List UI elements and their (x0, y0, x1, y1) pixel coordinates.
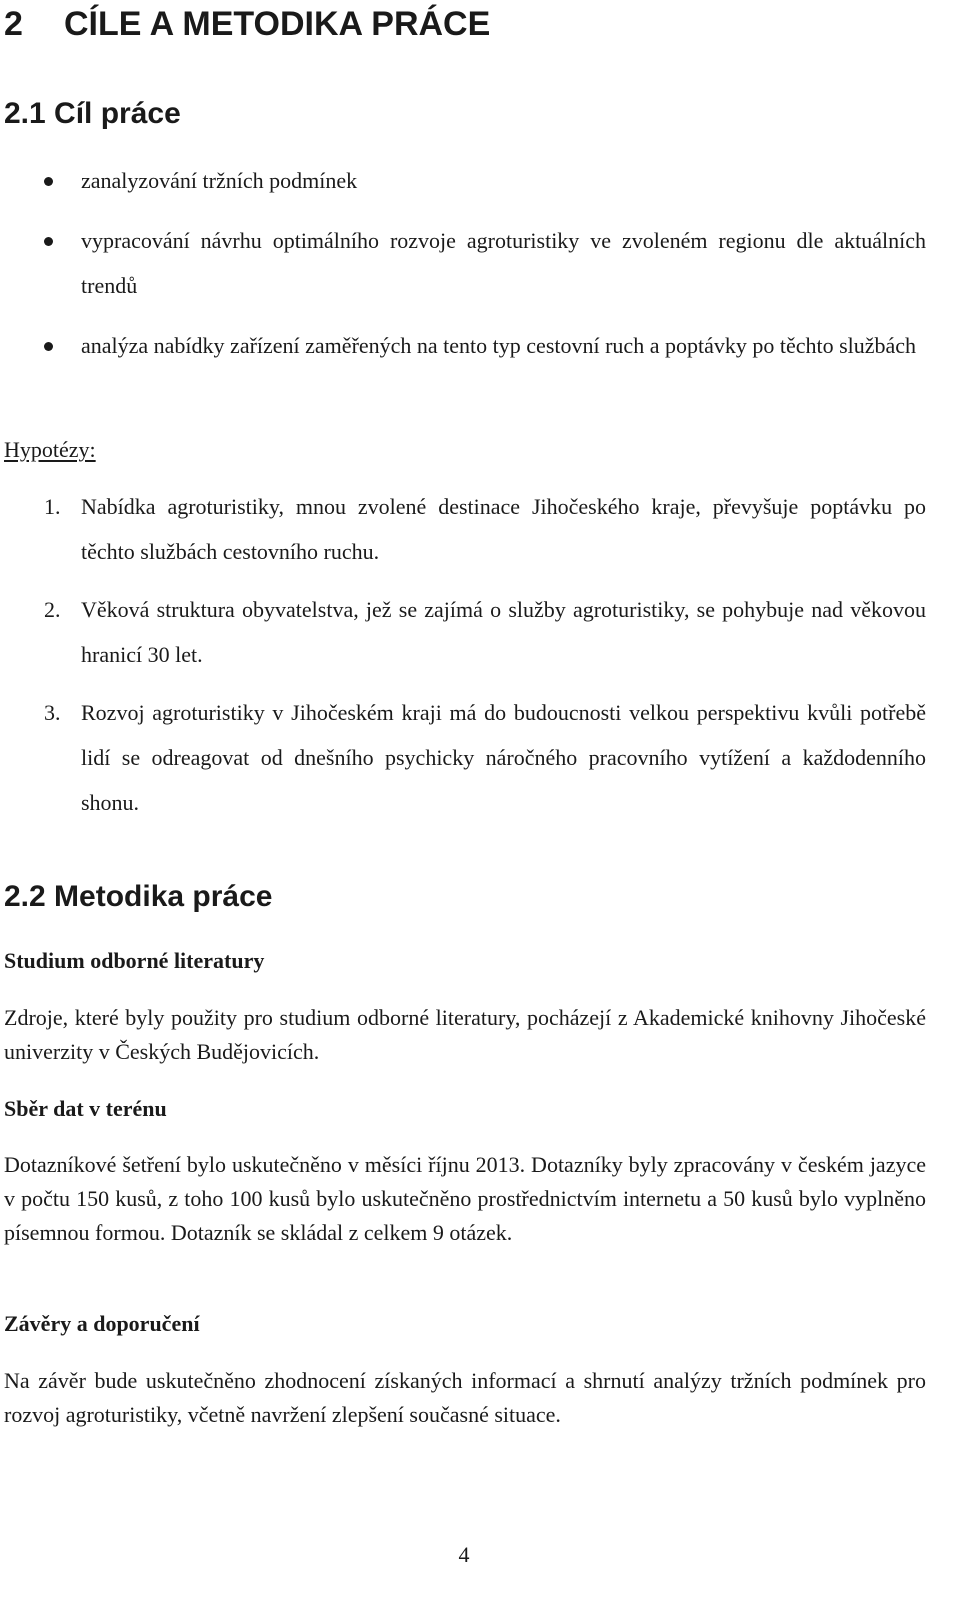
bullet-dot-icon (44, 177, 53, 186)
chapter-title: CÍLE A METODIKA PRÁCE (64, 5, 491, 43)
hypothesis-1-text: Nabídka agroturistiky, mnou zvolené destinace Jihočeského kraje, převyšuje poptávku po těchto službách cestovního ruchu. (81, 494, 926, 564)
hypotheses-label: Hypotézy: (4, 437, 96, 462)
goal-bullet-2: vypracování návrhu optimálního rozvoje agroturistiky ve zvoleném regionu dle aktuálních trendů (81, 228, 926, 298)
hypothesis-2-marker: 2. (44, 597, 61, 622)
page-number: 4 (458, 1542, 470, 1567)
method-heading-conclusions: Závěry a doporučení (4, 1311, 200, 1336)
hypothesis-2-text: Věková struktura obyvatelstva, jež se zajímá o služby agroturistiky, se pohybuje nad věkovou hranicí 30 let. (81, 597, 926, 667)
chapter-number: 2 (4, 5, 23, 43)
method-text-field-data: Dotazníkové šetření bylo uskutečněno v měsíci říjnu 2013. Dotazníky byly zpracovány v českém jazyce v počtu 150 kusů, z toho 100 kusů bylo uskutečněno prostřednictvím internetu a 50 kusů bylo vyplněno písemnou formou. Dotazník se skládal z celkem 9 otázek. (4, 1152, 926, 1245)
goal-bullet-3: analýza nabídky zařízení zaměřených na tento typ cestovní ruch a poptávky po těchto službách (81, 333, 917, 358)
hypothesis-3-text: Rozvoj agroturistiky v Jihočeském kraji má do budoucnosti velkou perspektivu kvůli potřebě lidí se odreagovat od dnešního psychicky náročného pracovního vytížení a každodenního shonu. (81, 700, 926, 815)
goal-bullet-1: zanalyzování tržních podmínek (81, 168, 358, 193)
hypothesis-1-marker: 1. (44, 494, 61, 519)
method-text-literature: Zdroje, které byly použity pro studium odborné literatury, pocházejí z Akademické knihovny Jihočeské univerzity v Českých Budějovicích. (4, 1005, 926, 1064)
hypothesis-3-marker: 3. (44, 700, 61, 725)
section-method-title: 2.2 Metodika práce (4, 880, 273, 913)
method-heading-field-data: Sběr dat v terénu (4, 1096, 167, 1121)
method-text-conclusions: Na závěr bude uskutečněno zhodnocení získaných informací a shrnutí analýzy tržních podmínek pro rozvoj agroturistiky, včetně navržení zlepšení současné situace. (4, 1368, 926, 1427)
chapter-heading (4, 2, 490, 46)
bullet-dot-icon (44, 237, 53, 246)
bullet-dot-icon (44, 342, 53, 351)
method-heading-literature: Studium odborné literatury (4, 948, 265, 973)
section-goal-title: 2.1 Cíl práce (4, 97, 181, 130)
